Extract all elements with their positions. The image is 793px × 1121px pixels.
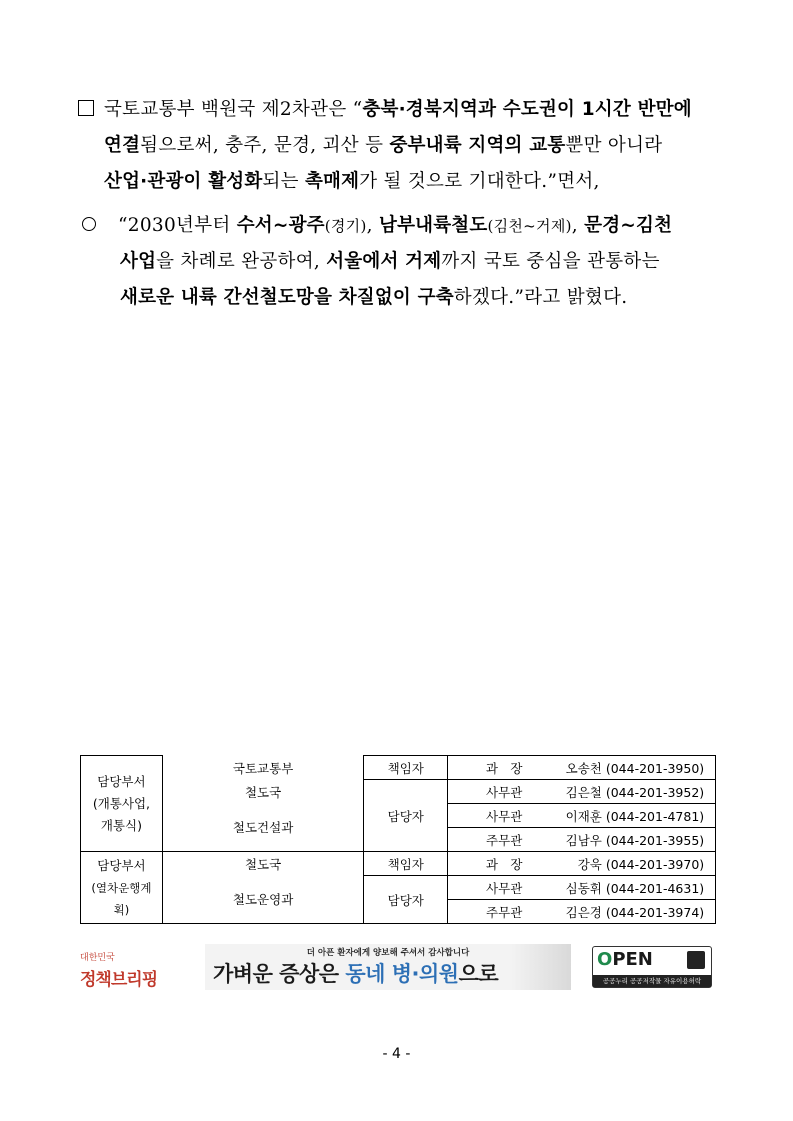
circle-bullet-icon — [82, 217, 96, 231]
text: , — [366, 215, 379, 236]
banner-highlight-text: 동네 병·의원 — [345, 962, 459, 986]
name-phone: 김은경 (044-201-3974) — [565, 904, 705, 920]
text: 까지 국토 중심을 관통하는 — [441, 251, 660, 272]
text: 됨으로써, 충주, 문경, 괴산 등 — [140, 135, 390, 156]
bold-text: 연결 — [104, 135, 141, 156]
dept-label: 담당부서 — [97, 773, 146, 789]
table-row — [81, 876, 716, 900]
org-name: 국토교통부 — [162, 756, 364, 780]
name-phone: 이재훈 (044-201-4781) — [565, 808, 705, 824]
paragraph-1-line-1 — [78, 92, 728, 128]
contact-table — [80, 755, 716, 924]
role-label: 책임자 — [364, 852, 448, 876]
bold-text: 중부내륙 지역의 교통 — [389, 135, 566, 156]
text: 가 될 것으로 기대한다.”면서, — [359, 171, 600, 192]
bold-text: 촉매제 — [304, 171, 360, 192]
attribution-icon — [687, 951, 705, 969]
bold-text: 산업·관광이 활성화 — [104, 171, 263, 192]
role-label: 담당자 — [364, 876, 448, 924]
logo-big-text: 정책브리핑 — [80, 970, 158, 990]
name-phone: 김은철 (044-201-3952) — [565, 784, 705, 800]
text: , — [571, 215, 585, 236]
dept-label: (개통사업, — [92, 795, 150, 811]
org-name: 철도운영과 — [162, 876, 364, 924]
position: 사무관 — [486, 784, 523, 800]
text: 을 차례로 완공하여, — [156, 251, 327, 272]
banner-main-text — [213, 958, 569, 988]
paragraph-2-line-1 — [82, 208, 728, 244]
campaign-banner[interactable] — [205, 944, 571, 990]
bold-text: 수서~광주 — [236, 215, 325, 236]
bold-text: 서울에서 거제 — [326, 251, 442, 272]
bold-text: 새로운 내륙 간선철도망을 차질없이 구축 — [120, 287, 454, 308]
open-letters: PEN — [612, 949, 653, 970]
dept-label: (열차운행계획) — [91, 880, 152, 917]
person-cell — [448, 804, 716, 828]
paragraph-2-line-2 — [82, 244, 728, 280]
table-row — [81, 756, 716, 780]
dept-cell — [81, 756, 163, 852]
text: 되는 — [262, 171, 305, 192]
bold-text: 충북·경북지역과 수도권이 1시간 반만에 — [362, 99, 692, 120]
banner-top-text: 더 아픈 환자에게 양보해 주셔서 감사합니다 — [306, 948, 470, 958]
position: 과 장 — [485, 856, 523, 872]
person-cell — [448, 828, 716, 852]
dept-cell — [81, 852, 163, 924]
role-label: 담당자 — [364, 780, 448, 852]
org-name: 철도국 — [162, 780, 364, 804]
small-text: (경기) — [324, 217, 367, 235]
position: 과 장 — [485, 760, 523, 776]
paragraph-1 — [78, 92, 728, 200]
open-word — [597, 949, 653, 970]
position: 주무관 — [486, 904, 523, 920]
role-label: 책임자 — [364, 756, 448, 780]
position: 사무관 — [486, 880, 523, 896]
text: 하겠다.”라고 밝혔다. — [453, 287, 628, 308]
position: 사무관 — [486, 808, 523, 824]
person-cell — [448, 780, 716, 804]
paragraph-1-line-2 — [78, 128, 728, 164]
checkbox-bullet-icon — [78, 100, 94, 116]
position: 주무관 — [486, 832, 523, 848]
page-number: - 4 - — [382, 1046, 411, 1062]
bold-text: 사업 — [120, 251, 157, 272]
open-o-letter: O — [597, 949, 613, 970]
table-row — [81, 780, 716, 804]
dept-label: 개통식) — [100, 817, 142, 833]
org-name: 철도건설과 — [162, 804, 364, 852]
table-row — [81, 852, 716, 876]
person-cell — [448, 852, 716, 876]
org-name: 철도국 — [162, 852, 364, 876]
banner-text: 가벼운 증상은 — [213, 962, 346, 986]
dept-label: 담당부서 — [97, 857, 146, 873]
name-phone: 강욱 (044-201-3970) — [577, 856, 705, 872]
person-cell — [448, 876, 716, 900]
paragraph-1-line-3 — [78, 164, 728, 200]
banner-text: 으로 — [458, 962, 499, 986]
policy-briefing-logo[interactable] — [80, 950, 170, 990]
text: 국토교통부 백원국 제2차관은 “ — [104, 99, 363, 120]
open-license-badge[interactable] — [592, 946, 712, 988]
paragraph-2 — [82, 208, 728, 316]
text: “2030년부터 — [118, 215, 237, 236]
open-license-subtext: 공공누리 공공저작물 자유이용허락 — [593, 975, 711, 987]
text: 뿐만 아니라 — [565, 135, 663, 156]
logo-small-text: 대한민국 — [80, 953, 115, 963]
name-phone: 심동휘 (044-201-4631) — [565, 880, 705, 896]
person-cell — [448, 756, 716, 780]
name-phone: 오송천 (044-201-3950) — [565, 760, 705, 776]
small-text: (김천~거제) — [487, 217, 572, 235]
bold-text: 남부내륙철도 — [379, 215, 488, 236]
paragraph-2-line-3 — [82, 280, 728, 316]
bold-text: 문경~김천 — [584, 215, 673, 236]
person-cell — [448, 900, 716, 924]
name-phone: 김남우 (044-201-3955) — [565, 832, 705, 848]
